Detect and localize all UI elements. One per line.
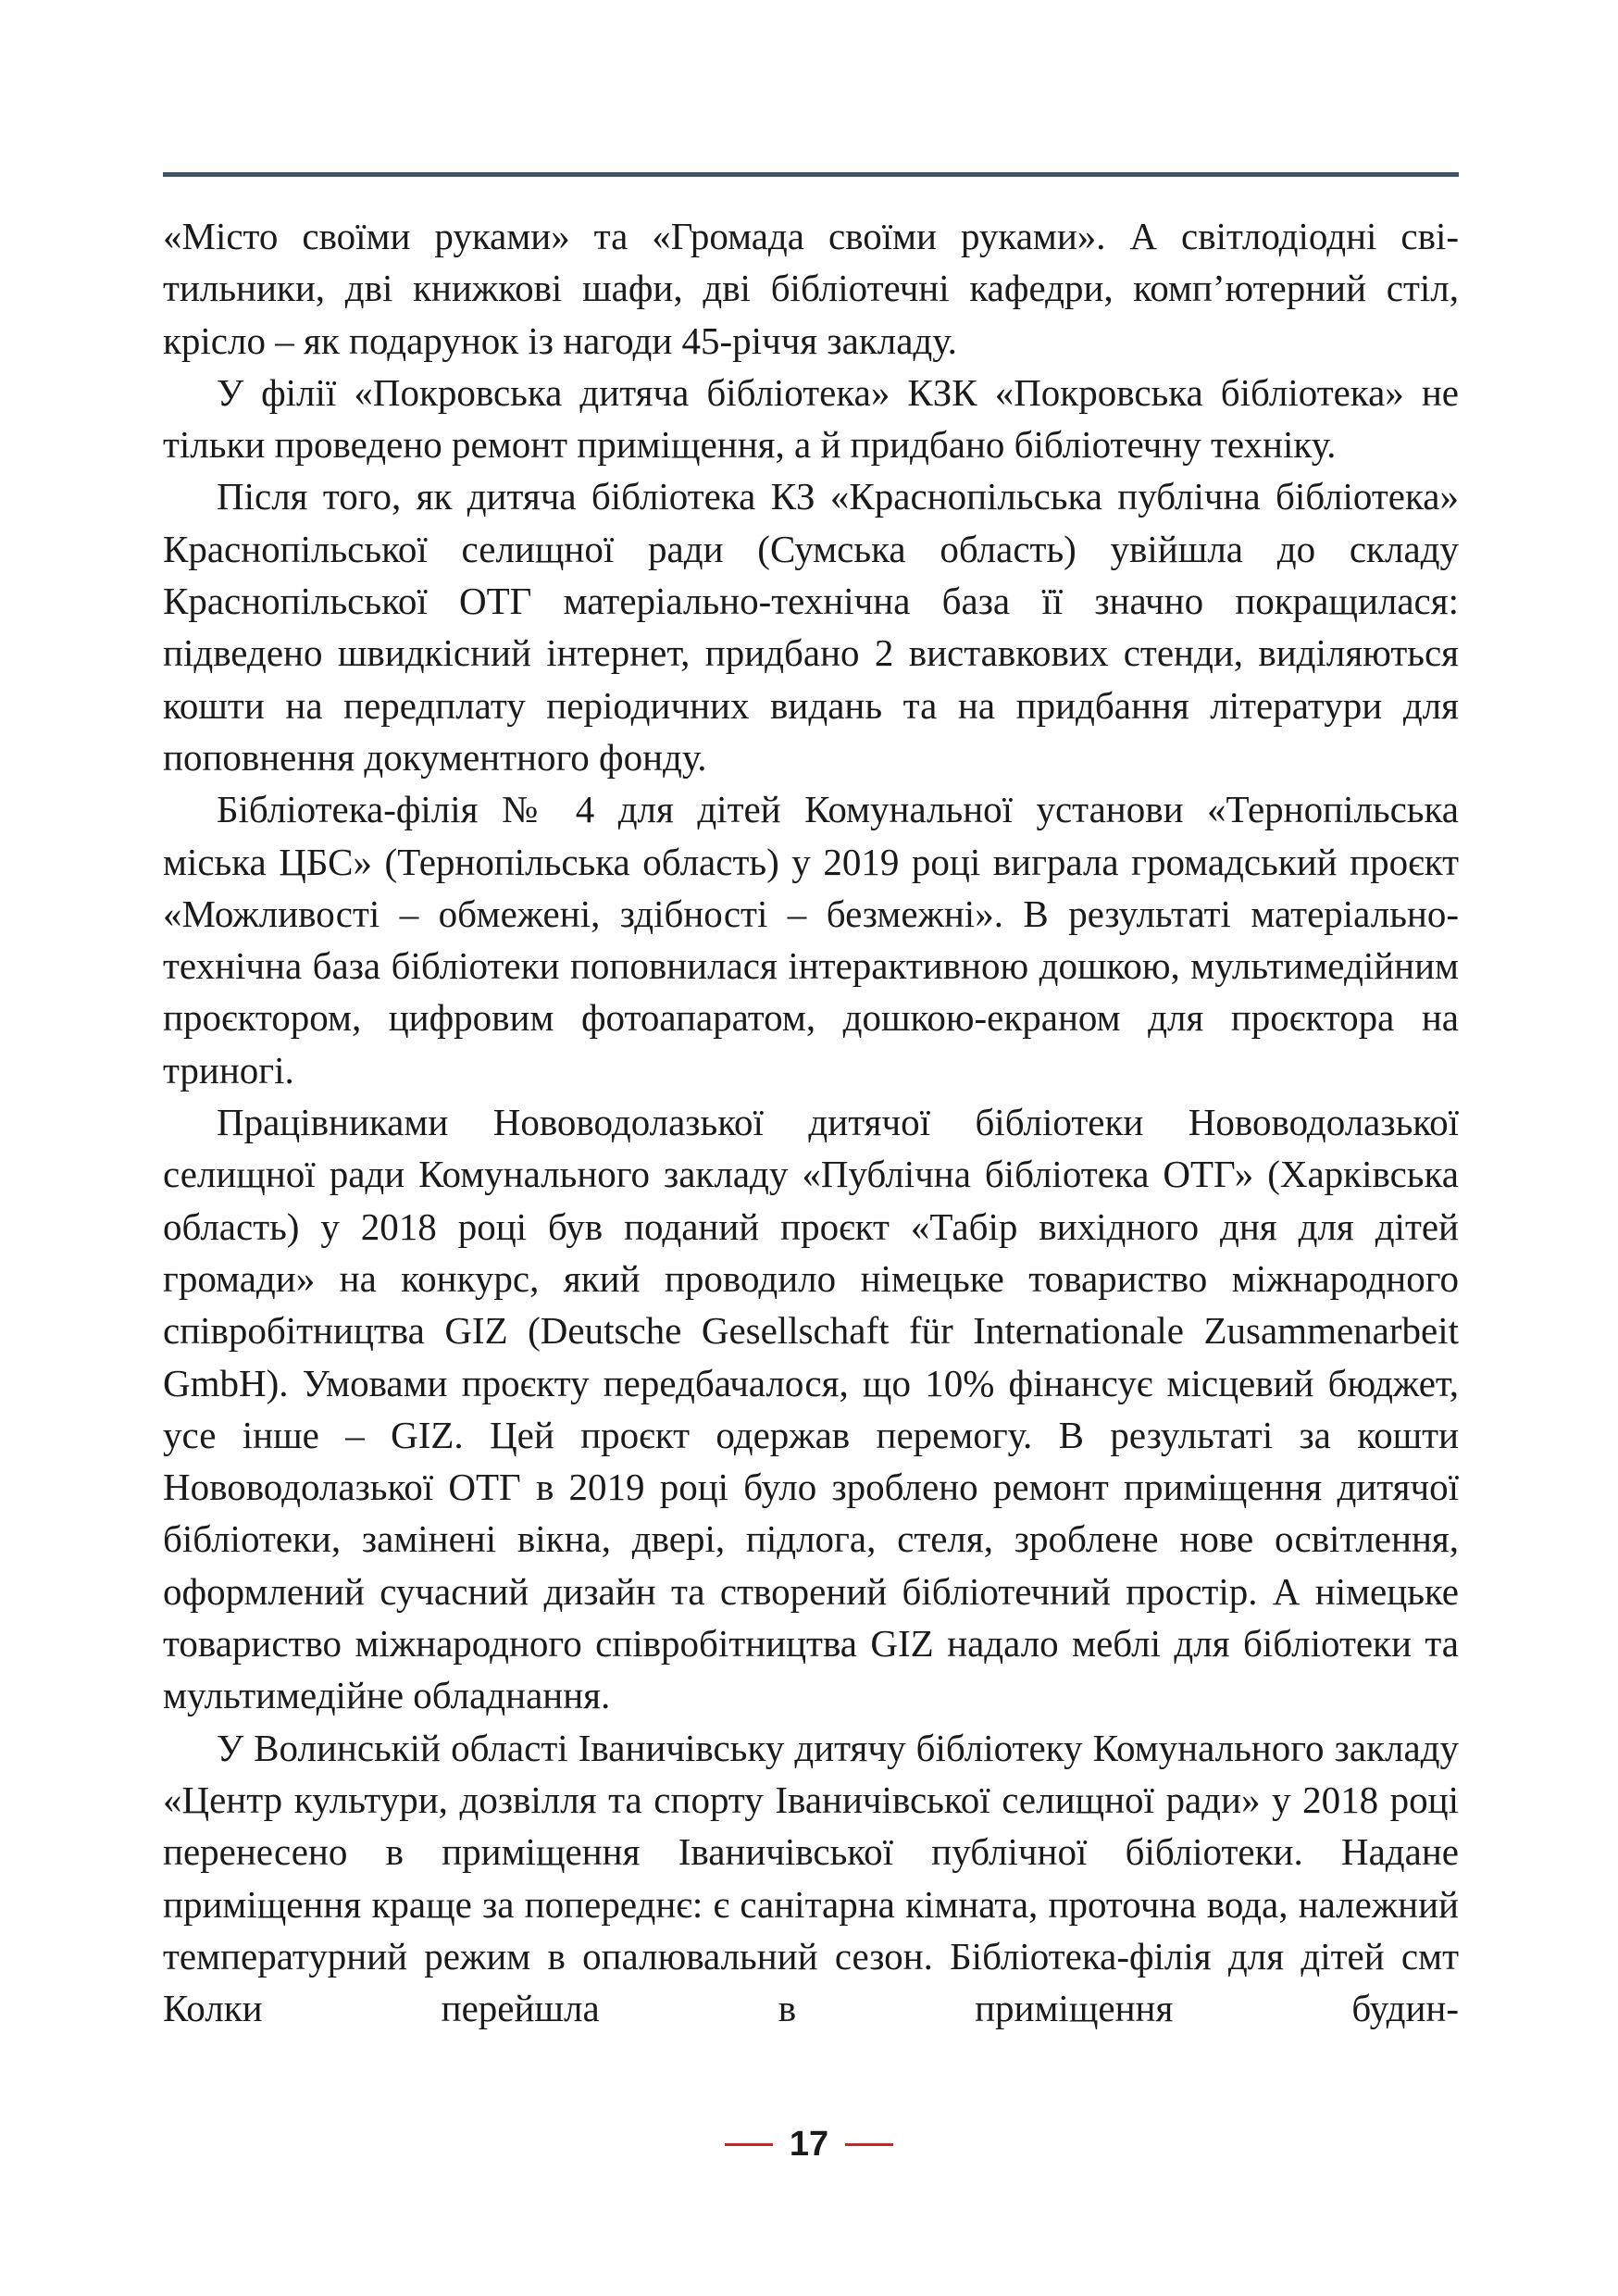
page-number: 17 — [789, 2125, 829, 2164]
paragraph-pokrovsk: У філії «Покровська дитяча бібліотека» КЗК «Покровська бібліотека» не тільки проведено ремонт приміщення, а й придбано бібліотечну техніку. — [163, 370, 1459, 467]
paragraph-ternopil: Бібліотека-філія № 4 для дітей Комунальної установи «Тернопільська міська ЦБС» (Тернопільська область) у 2019 році виграла громадський проєкт «Можливості – обмежені, здібності – безмежні». В результаті матеріально-технічна база бібліотеки поповнилася інтерактивною дошкою, мультимедійним проєктором, цифровим фотоапаратом, дошкою-екраном для проєктора на триногі. — [163, 788, 1459, 1092]
folio-dash-right — [845, 2143, 893, 2146]
page-footer — [0, 2116, 1618, 2172]
paragraph-ivanychi: У Волинській області Іваничівську дитячу бібліотеку Комунального закладу «Центр культури, дозвілля та спорту Іваничівської селищної ради» у 2018 році перенесено в приміщення Іваничівської публічної бібліотеки. Надане приміщення краще за попереднє: є санітарна кімната, проточна вода, належний температурний режим в опалювальний сезон. Бібліотека-філія для дітей смт Колки перейшла в приміщення будин- — [163, 1726, 1459, 2030]
body-text — [163, 210, 1459, 2034]
paragraph-continuation: «Місто своїми руками» та «Громада своїми руками». А світлодіодні світильники, дві книжкові шафи, дві бібліотечні кафедри, комп’ютерний стіл, крісло – як подарунок із нагоди 45-річчя закладу. — [163, 215, 1459, 362]
paragraph-krasnopillia: Після того, як дитяча бібліотека КЗ «Краснопільська публічна бібліотека» Краснопільської селищної ради (Сумська область) увійшла до складу Краснопільської ОТГ матеріально-технічна база її значно покращилася: підведено швидкісний інтернет, придбано 2 виставкових стенди, виділяються кошти на передплату періодичних видань та на придбання літератури для поповнення документного фонду. — [163, 475, 1459, 779]
header-rule — [163, 172, 1459, 177]
paragraph-novovodolazka: Працівниками Нововодолазької дитячої бібліотеки Нововодолазької селищної ради Комунального закладу «Публічна бібліотека ОТГ» (Харківська область) у 2018 році був поданий проєкт «Табір вихідного дня для дітей громади» на конкурс, який проводило німецьке товариство міжнародного співробітництва GIZ (Deutsche Gesellschaft für Internationale Zusammenarbeit GmbH). Умовами проєкту передбачалося, що 10% фінансує місцевий бюджет, усе інше – GIZ. Цей проєкт одержав перемогу. В результаті за кошти Нововодолазької ОТГ в 2019 році було зроблено ремонт приміщення дитячої бібліотеки, замінені вікна, двері, підлога, стеля, зроблене нове освітлення, оформлений сучасний дизайн та створений бібліотечний простір. А німецьке товариство міжнародного співробітництва GIZ надало меблі для бібліотеки та мультимедійне обладнання. — [163, 1101, 1459, 1717]
folio-dash-left — [725, 2143, 773, 2146]
